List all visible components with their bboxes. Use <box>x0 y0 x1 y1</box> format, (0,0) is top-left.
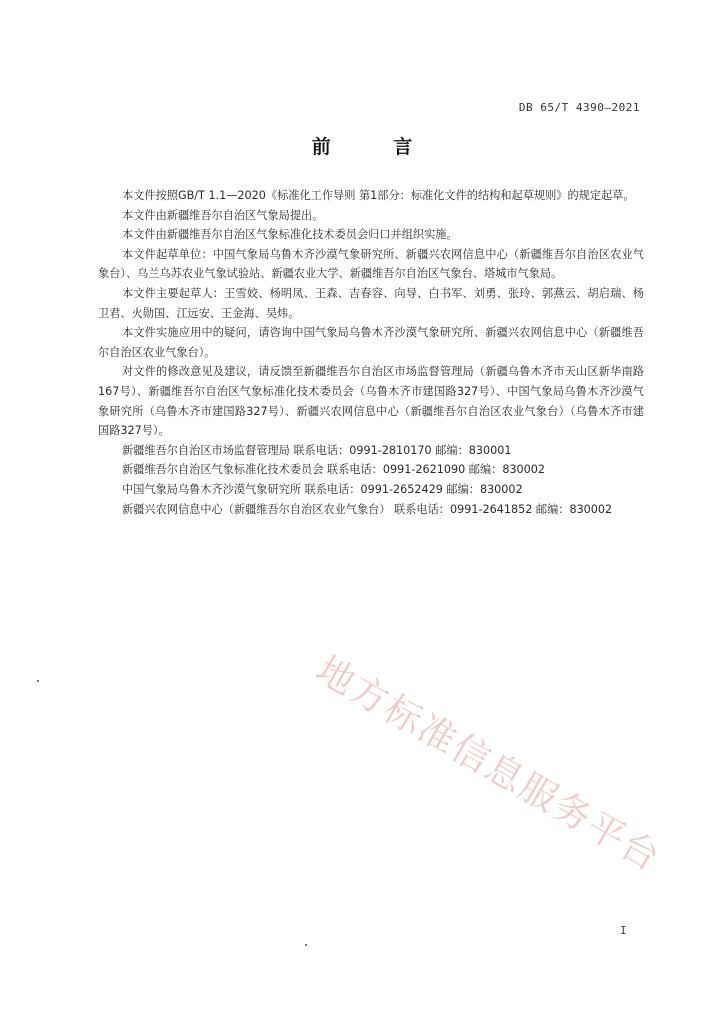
contact-line: 新疆维吾尔自治区气象标准化技术委员会 联系电话：0991-2621090 邮编：830002 <box>122 463 546 477</box>
page-title: 前 言 <box>311 136 441 158</box>
contact-line: 新疆维吾尔自治区市场监督管理局 联系电话：0991-2810170 邮编：830001 <box>122 443 512 457</box>
paragraph-drafting-rules: 本文件按照GB/T 1.1—2020《标准化工作导则 第1部分：标准化文件的结构和起草规则》的规定起草。 <box>122 189 635 202</box>
paragraph-drafters: 本文件主要起草人：王雪姣、杨明凤、王森、吉春容、向导、白书军、刘勇、张玲、郭燕云、胡启瑞、杨卫君、火勋国、江远安、王金海、吴炜。 <box>98 286 644 320</box>
contact-line: 中国气象局乌鲁木齐沙漠气象研究所 联系电话：0991-2652429 邮编：830002 <box>122 482 523 496</box>
foreword-body <box>98 186 644 519</box>
scan-speck <box>305 944 307 946</box>
page-number: I <box>620 924 627 937</box>
paragraph-administrator: 本文件由新疆维吾尔自治区气象标准化技术委员会归口并组织实施。 <box>122 228 458 242</box>
document-id: DB 65/T 4390—2021 <box>518 101 640 114</box>
watermark: 地方标准信息服务平台 <box>309 647 669 881</box>
paragraph-proposer: 本文件由新疆维吾尔自治区气象局提出。 <box>122 208 324 222</box>
paragraph-inquiries: 本文件实施应用中的疑问，请咨询中国气象局乌鲁木齐沙漠气象研究所、新疆兴农网信息中心（新疆维吾尔自治区农业气象台）。 <box>98 326 644 359</box>
contact-line: 新疆兴农网信息中心（新疆维吾尔自治区农业气象台） 联系电话：0991-2641852 邮编：830002 <box>122 502 613 516</box>
scan-speck <box>37 680 39 682</box>
paragraph-drafting-units: 本文件起草单位：中国气象局乌鲁木齐沙漠气象研究所、新疆兴农网信息中心（新疆维吾尔自治区农业气象台）、乌兰乌苏农业气象试验站、新疆农业大学、新疆维吾尔自治区气象台、塔城市气象局。 <box>98 247 644 281</box>
paragraph-feedback: 对文件的修改意见及建议，请反馈至新疆维吾尔自治区市场监督管理局（新疆乌鲁木齐市天山区新华南路167号）、新疆维吾尔自治区气象标准化技术委员会（乌鲁木齐市建国路327号）、中国气象局乌鲁木齐沙漠气象研究所（乌鲁木齐市建国路327号）、新疆兴农网信息中心（新疆维吾尔自治区农业气象台）（乌鲁木齐市建国路327号）。 <box>98 365 644 438</box>
